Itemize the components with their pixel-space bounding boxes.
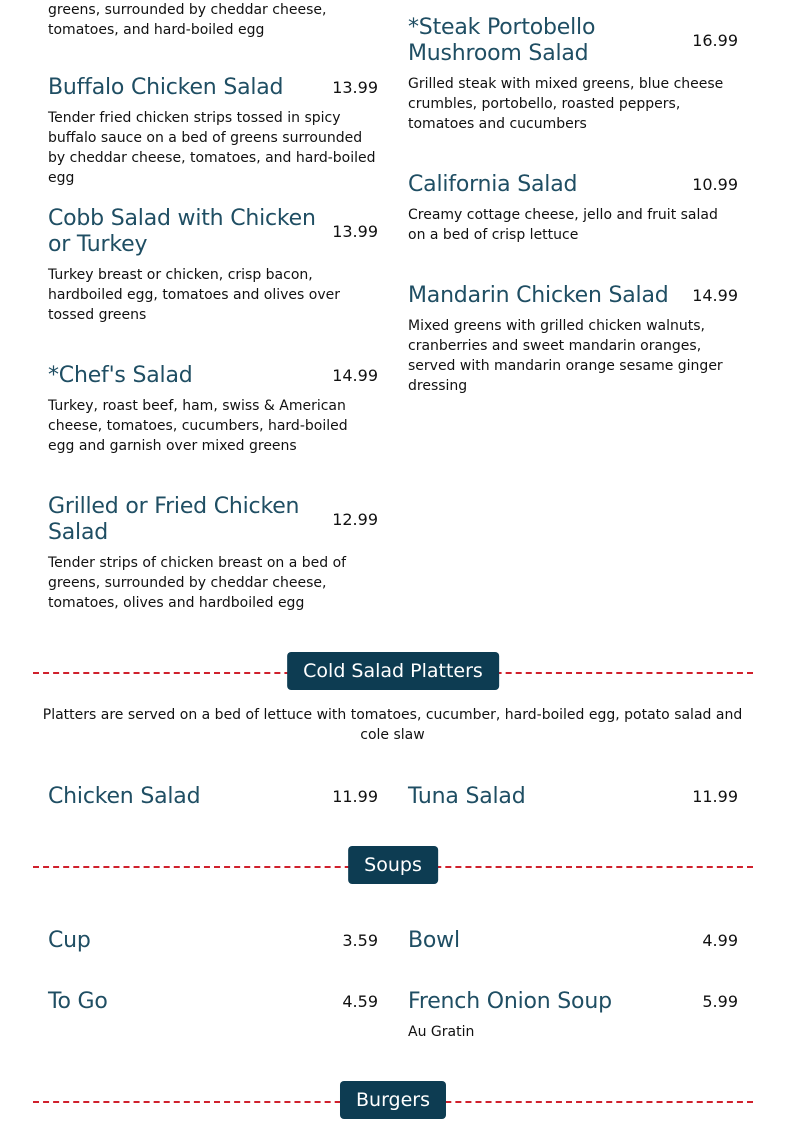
menu-item-price: 5.99 [702,992,738,1011]
menu-item-description: Au Gratin [408,1024,475,1040]
menu-item-description: Grilled steak with mixed greens, blue cheese crumbles, portobello, roasted peppers, tomatoes and cucumbers [408,76,724,132]
menu-item [408,283,738,396]
menu-item-description: Turkey, roast beef, ham, swiss & American cheese, tomatoes, cucumbers, hard-boiled egg and garnish over mixed greens [48,398,348,454]
section-note: Platters are served on a bed of lettuce with tomatoes, cucumber, hard-boiled egg, potato salad and cole slaw [42,707,743,743]
menu-item-header [408,989,738,1015]
menu-item-price: 4.99 [702,931,738,950]
continued-description: greens, surrounded by cheddar cheese, tomatoes, and hard-boiled egg [48,2,327,38]
menu-item-description: Mixed greens with grilled chicken walnuts, cranberries and sweet mandarin oranges, served with mandarin orange sesame ginger dressing [408,318,723,394]
menu-item-name: *Chef's Salad [48,363,193,388]
section-header-platters [33,652,753,692]
menu-item-header [48,928,378,954]
menu-item-price: 10.99 [692,175,738,194]
menu-item-name: Mandarin Chicken Salad [408,283,669,308]
menu-item-name: Bowl [408,928,460,953]
menu-item [48,784,378,810]
menu-item-name: California Salad [408,172,578,197]
menu-item-header [48,363,378,389]
menu-item [48,206,378,325]
menu-item-header [408,15,738,67]
menu-item-price: 4.59 [342,992,378,1011]
section-header-burgers [33,1081,753,1121]
menu-item-header [48,494,378,546]
menu-item-name: Tuna Salad [408,784,526,809]
menu-item [408,172,738,245]
menu-item-header [408,172,738,198]
menu-item [408,928,738,954]
menu-item-price: 11.99 [332,787,378,806]
menu-item-header [48,989,378,1015]
menu-item-price: 3.59 [342,931,378,950]
menu-item [408,989,738,1042]
menu-item [408,784,738,810]
menu-item [48,363,378,456]
menu-item-price: 14.99 [692,286,738,305]
menu-item-price: 11.99 [692,787,738,806]
menu-item [408,15,738,134]
menu-item-name: Cobb Salad with Chicken or Turkey [48,206,316,257]
menu-item-header [48,206,378,258]
menu-item-name: *Steak Portobello Mushroom Salad [408,15,596,66]
menu-item-price: 13.99 [332,222,378,241]
menu-item-name: French Onion Soup [408,989,612,1014]
menu-item-description: Tender strips of chicken breast on a bed of greens, surrounded by cheddar cheese, tomatoes, olives and hardboiled egg [48,555,347,611]
menu-item-header [48,784,378,810]
menu-item-description: Creamy cottage cheese, jello and fruit salad on a bed of crisp lettuce [408,207,718,243]
menu-item-name: Grilled or Fried Chicken Salad [48,494,300,545]
menu-item-price: 16.99 [692,31,738,50]
menu-item-header [408,784,738,810]
menu-item-price: 12.99 [332,510,378,529]
section-title: Soups [348,846,438,884]
section-header-soups [33,846,753,886]
section-title: Burgers [340,1081,446,1119]
menu-item [48,75,378,188]
menu-item-price: 14.99 [332,366,378,385]
section-title: Cold Salad Platters [287,652,499,690]
menu-item-name: Buffalo Chicken Salad [48,75,284,100]
menu-item-header [408,928,738,954]
menu-item [48,989,378,1015]
menu-item-price: 13.99 [332,78,378,97]
menu-item-name: Chicken Salad [48,784,201,809]
menu-item [48,494,378,613]
menu-item-description: Turkey breast or chicken, crisp bacon, hardboiled egg, tomatoes and olives over tossed greens [48,267,340,323]
menu-item [48,928,378,954]
menu-item-name: To Go [48,989,108,1014]
menu-item-name: Cup [48,928,91,953]
menu-item-header [48,75,378,101]
menu-item-header [408,283,738,309]
menu-item-description: Tender fried chicken strips tossed in spicy buffalo sauce on a bed of greens surrounded by cheddar cheese, tomatoes, and hard-boiled egg [48,110,376,186]
